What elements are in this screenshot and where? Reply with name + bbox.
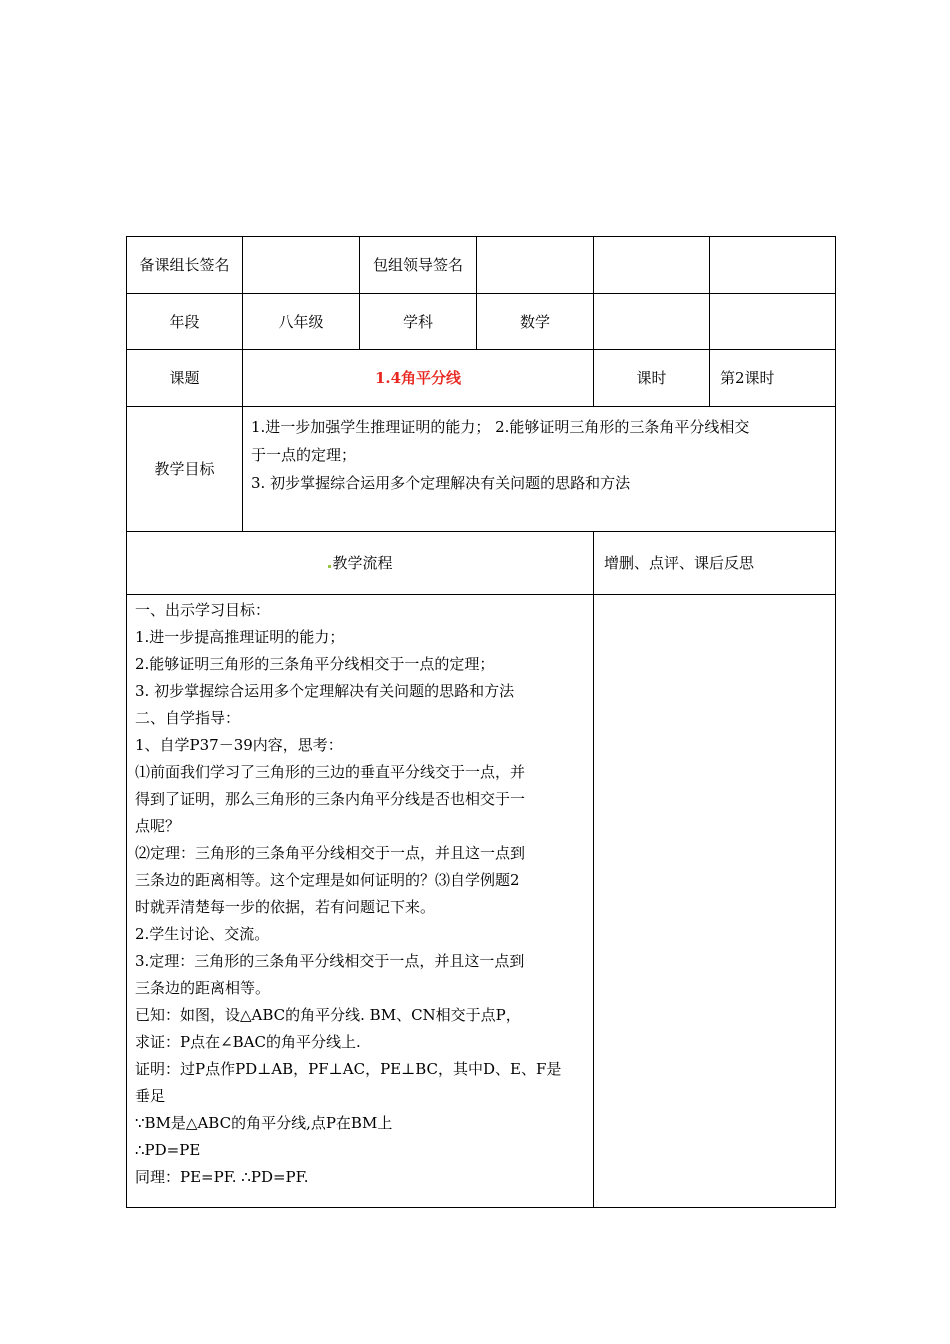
flow-line: 1.进一步提高推理证明的能力； (135, 628, 345, 646)
topic-label: 课题 (127, 350, 243, 407)
grade-label: 年段 (127, 294, 243, 350)
empty-cell (594, 237, 710, 294)
flow-line: 2.能够证明三角形的三条角平分线相交于一点的定理； (135, 655, 495, 673)
empty-cell (710, 237, 836, 294)
grade-value: 八年级 (243, 294, 360, 350)
flow-line: 1、自学P37－39内容，思考： (135, 736, 343, 754)
flow-line: ∴PD=PE (135, 1141, 201, 1159)
objective-line: 3. 初步掌握综合运用多个定理解决有关问题的思路和方法 (251, 474, 631, 492)
objectives-label: 教学目标 (127, 407, 243, 532)
flow-header-row (127, 532, 836, 595)
flow-line: 求证：P点在∠BAC的角平分线上. (135, 1033, 361, 1051)
group-sign-value-cell (477, 237, 594, 294)
flow-line: 三条边的距离相等。这个定理是如何证明的？⑶自学例题2 (135, 871, 520, 889)
flow-line: 得到了证明，那么三角形的三条内角平分线是否也相交于一 (135, 790, 526, 808)
leader-sign-label-cell (127, 237, 243, 294)
flow-line: 二、自学指导： (135, 709, 241, 727)
reflection-content (594, 595, 836, 1208)
flow-header (127, 532, 594, 595)
objective-line: 于一点的定理； (251, 446, 357, 464)
flow-line: 3. 初步掌握综合运用多个定理解决有关问题的思路和方法 (135, 682, 515, 700)
group-sign-label: 包组领导签名 (372, 256, 463, 274)
objective-line: 1.进一步加强学生推理证明的能力； 2.能够证明三角形的三条角平分线相交 (251, 418, 750, 436)
empty-cell (710, 294, 836, 350)
flow-line: 同理：PE=PF. ∴PD=PF. (135, 1168, 309, 1186)
group-sign-label-cell (360, 237, 477, 294)
flow-line: 垂足 (135, 1087, 166, 1105)
period-label: 课时 (594, 350, 710, 407)
flow-line: 一、出示学习目标： (135, 601, 271, 619)
subject-label: 学科 (360, 294, 477, 350)
flow-content-row (127, 595, 836, 1208)
period-value: 第2课时 (710, 350, 836, 407)
signature-row (127, 237, 836, 294)
flow-line: ⑴前面我们学习了三角形的三边的垂直平分线交于一点，并 (135, 763, 526, 781)
flow-line: 3.定理：三角形的三条角平分线相交于一点，并且这一点到 (135, 952, 525, 970)
grade-subject-row (127, 294, 836, 350)
flow-line: 点呢？ (135, 817, 181, 835)
flow-line: 已知：如图，设△ABC的角平分线. BM、CN相交于点P， (135, 1006, 521, 1024)
reflection-header: 增删、点评、课后反思 (594, 532, 836, 595)
flow-line: ⑵定理：三角形的三条角平分线相交于一点，并且这一点到 (135, 844, 526, 862)
empty-cell (594, 294, 710, 350)
flow-header-label: 教学流程 (332, 554, 393, 572)
leader-sign-value-cell (243, 237, 360, 294)
flow-line: ∵BM是△ABC的角平分线,点P在BM上 (135, 1114, 393, 1132)
teaching-flow-content (127, 595, 594, 1208)
objectives-row (127, 407, 836, 532)
flow-line: 三条边的距离相等。 (135, 979, 271, 997)
leader-sign-label: 备课组长签名 (139, 256, 230, 274)
subject-value: 数学 (477, 294, 594, 350)
flow-line: 时就弄清楚每一步的依据，若有问题记下来。 (135, 898, 436, 916)
objectives-content (243, 407, 836, 532)
topic-row (127, 350, 836, 407)
flow-line: 证明：过P点作PD⊥AB，PF⊥AC，PE⊥BC，其中D、E、F是 (135, 1060, 562, 1078)
lesson-title: 1.4角平分线 (243, 350, 594, 407)
flow-line: 2.学生讨论、交流。 (135, 925, 270, 943)
lesson-plan-table (126, 236, 836, 1208)
